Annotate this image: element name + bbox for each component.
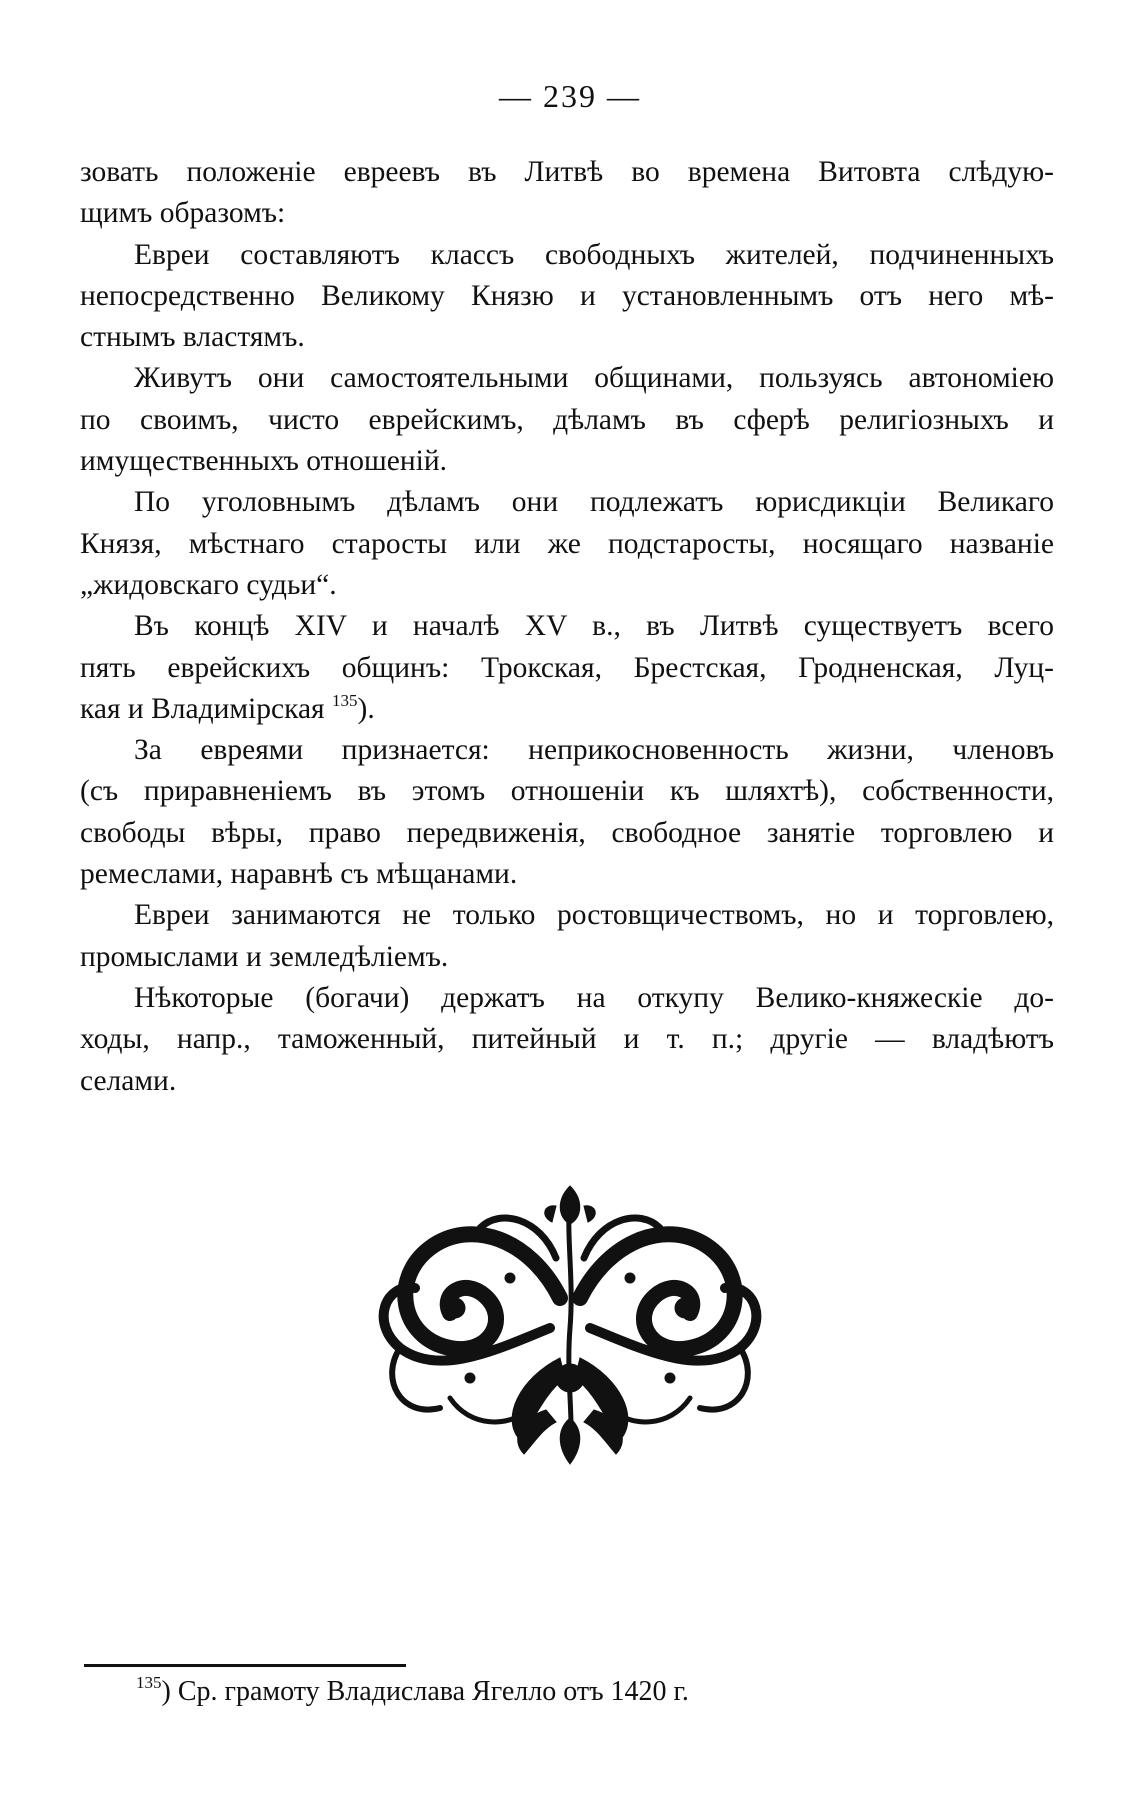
floral-ornament-icon (360, 1178, 780, 1468)
text-line-with-footnote-ref (80, 689, 1054, 730)
text-fragment: ). (357, 692, 375, 725)
text-line: селами. (80, 1064, 177, 1097)
text-line: ходы, напр., таможенный, питейный и т. п.; другіе — владѣютъ (80, 1023, 1054, 1056)
text-line: стнымъ властямъ. (80, 321, 305, 354)
text-line: свободы вѣры, право передвиженія, свободное занятіе торговлею и (80, 816, 1054, 849)
text-line: Живутъ они самостоятельными общинами, пользуясь автономіею (134, 362, 1054, 395)
text-line: За евреями признается: неприкосновенность жизни, членовъ (134, 734, 1054, 767)
footnote-number: 135 (136, 1673, 162, 1692)
text-line: щимъ образомъ: (80, 197, 286, 230)
text-line: пять еврейскихъ общинъ: Трокская, Брестская, Гродненская, Луц- (80, 651, 1054, 684)
text-line: Князя, мѣстнаго старосты или же подстаросты, носящаго названіе (80, 527, 1054, 560)
text-line: имущественныхъ отношеній. (80, 445, 447, 478)
text-line: Евреи составляютъ классъ свободныхъ жителей, подчиненныхъ (134, 238, 1054, 271)
text-line: „жидовскаго судьи“. (80, 568, 337, 601)
text-fragment: кая и Владимірская (80, 692, 325, 725)
footnote-divider (84, 1664, 406, 1667)
text-line: Евреи занимаются не только ростовщичествомъ, но и торговлею, (134, 899, 1054, 932)
footnote (136, 1672, 689, 1712)
text-line: ремеслами, наравнѣ съ мѣщанами. (80, 858, 518, 891)
body-text (80, 152, 1054, 1102)
text-line: Въ концѣ XIV и началѣ XV в., въ Литвѣ существуетъ всего (134, 610, 1054, 643)
footnote-ref[interactable]: 135 (332, 690, 358, 710)
text-line: По уголовнымъ дѣламъ они подлежатъ юрисдикціи Великаго (134, 486, 1054, 519)
footnote-text: ) Ср. грамоту Владислава Ягелло отъ 1420 г. (161, 1676, 689, 1707)
text-line: зовать положеніе евреевъ въ Литвѣ во времена Витовта слѣдую- (80, 156, 1054, 188)
text-line: по своимъ, чисто еврейскимъ, дѣламъ въ сферѣ религіозныхъ и (80, 403, 1054, 436)
text-line: Нѣкоторые (богачи) держатъ на откупу Велико-княжескіе до- (134, 981, 1054, 1014)
text-line: промыслами и земледѣліемъ. (80, 940, 449, 973)
text-line: (съ приравненіемъ въ этомъ отношеніи къ шляхтѣ), собственности, (80, 775, 1054, 808)
page-number: — 239 — (499, 78, 641, 114)
text-line: непосредственно Великому Князю и установленнымъ отъ него мѣ- (80, 279, 1054, 312)
